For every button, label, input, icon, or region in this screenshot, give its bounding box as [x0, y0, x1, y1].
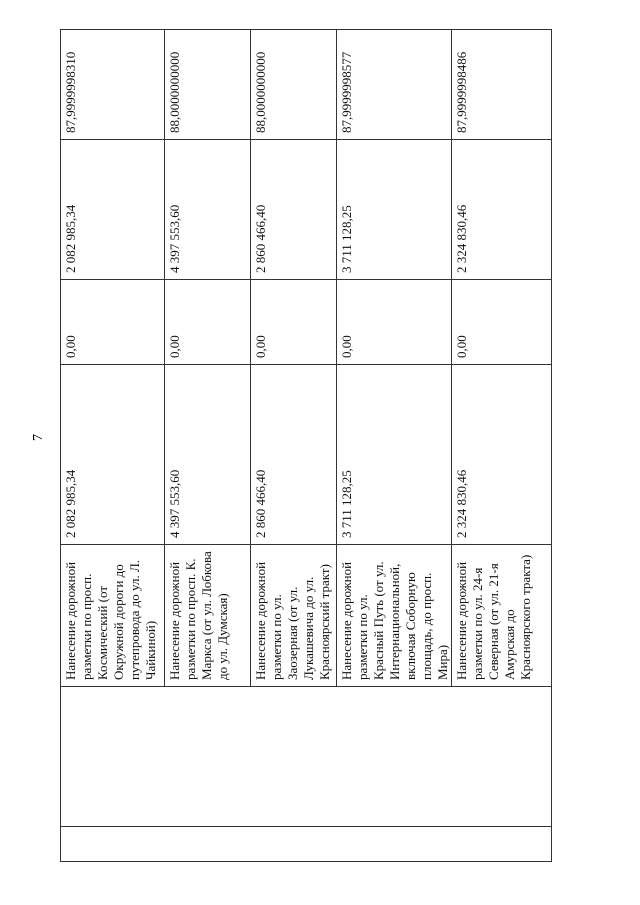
zero-amount-cell: 0,00 [337, 280, 452, 365]
work-description-cell: Нанесение дорожной разметки по ул. Заозерная (от ул. Лукашевича до ул. Красноярский тракт) [251, 545, 337, 687]
zero-amount-cell: 0,00 [452, 280, 552, 365]
amount-cell: 4 397 553,60 [165, 365, 251, 545]
zero-amount-cell: 0,00 [165, 280, 251, 365]
percent-cell: 88,0000000000 [165, 30, 251, 140]
total-amount-cell: 3 711 128,25 [337, 140, 452, 280]
percent-cell: 88,0000000000 [251, 30, 337, 140]
total-amount-cell: 4 397 553,60 [165, 140, 251, 280]
total-amount-cell: 2 860 466,40 [251, 140, 337, 280]
work-description-cell: Нанесение дорожной разметки по ул. 24-я Северная (от ул. 21-я Амурская до Красноярского тракта) [452, 545, 552, 687]
blank-object-cell [61, 687, 552, 827]
page-number: 7 [31, 434, 46, 441]
amount-cell: 2 324 830,46 [452, 365, 552, 545]
zero-amount-cell: 0,00 [61, 280, 165, 365]
budget-table [60, 29, 552, 862]
table-row [61, 30, 165, 862]
amount-cell: 3 711 128,25 [337, 365, 452, 545]
work-description-cell: Нанесение дорожной разметки по просп. К. Маркса (от ул. Лобкова до ул. Думская) [165, 545, 251, 687]
rotated-table-container [60, 30, 548, 862]
amount-cell: 2 082 985,34 [61, 365, 165, 545]
total-amount-cell: 2 082 985,34 [61, 140, 165, 280]
work-description-cell: Нанесение дорожной разметки по просп. Космический (от Окружной дороги до путепровода до ул. Л. Чайкиной) [61, 545, 165, 687]
zero-amount-cell: 0,00 [251, 280, 337, 365]
percent-cell: 87,9999998310 [61, 30, 165, 140]
percent-cell: 87,9999998577 [337, 30, 452, 140]
work-description-cell: Нанесение дорожной разметки по ул. Красный Путь (от ул. Интернациональной, включая Соборную площадь, до просп. Мира) [337, 545, 452, 687]
percent-cell: 87,9999998486 [452, 30, 552, 140]
total-amount-cell: 2 324 830,46 [452, 140, 552, 280]
amount-cell: 2 860 466,40 [251, 365, 337, 545]
blank-index-cell [61, 827, 552, 862]
